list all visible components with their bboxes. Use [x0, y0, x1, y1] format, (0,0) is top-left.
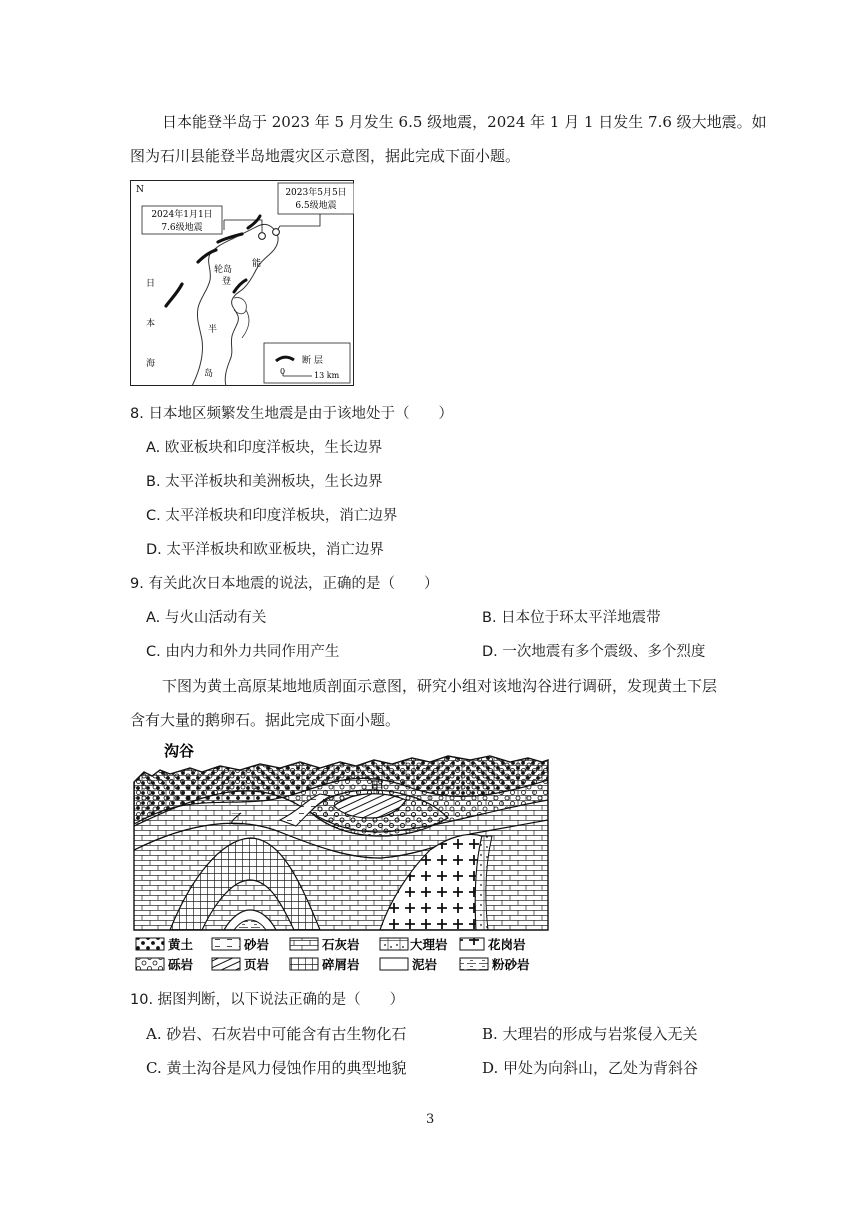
scale-km: 13 km [314, 371, 340, 380]
q8-option-a[interactable]: A. 欧亚板块和印度洋板块，生长边界 [146, 440, 383, 456]
intro1-line1: 日本能登半岛于 2023 年 5 月发生 6.5 级地震，2024 年 1 月 1 日发生 7.6 级大地震。如 [162, 113, 767, 131]
intro1-line2: 图为石川县能登半岛地震灾区示意图，据此完成下面小题。 [130, 147, 521, 165]
scale-zero: 0 [280, 367, 286, 376]
legend-shale: 页岩 [244, 957, 270, 972]
q9-stem: 9. 有关此次日本地震的说法，正确的是（ ） [130, 576, 439, 592]
page-number: 3 [426, 1112, 435, 1127]
sea-ben: 本 [146, 319, 156, 329]
legend-siltstone: 粉砂岩 [492, 957, 530, 972]
legend-granite: 花岗岩 [488, 937, 526, 952]
q8-option-b[interactable]: B. 太平洋板块和美洲板块，生长边界 [146, 474, 383, 490]
legend-loess: 黄土 [168, 937, 194, 952]
sea-hai: 海 [146, 359, 156, 369]
q9-option-d[interactable]: D. 一次地震有多个震级、多个烈度 [482, 644, 706, 660]
q10-option-b[interactable]: B. 大理岩的形成与岩浆侵入无关 [482, 1025, 698, 1043]
q9-option-b[interactable]: B. 日本位于环太平洋地震带 [482, 610, 661, 626]
legend-clastic: 碎屑岩 [322, 957, 360, 972]
epicenter-2024 [259, 233, 266, 240]
legend-marble: 大理岩 [410, 937, 448, 952]
epicenter-2023 [273, 229, 280, 236]
legend-sandstone: 砂岩 [244, 937, 270, 952]
intro2-line1: 下图为黄土高原某地地质剖面示意图，研究小组对该地沟谷进行调研，发现黄土下层 [162, 677, 718, 695]
strata [130, 740, 554, 940]
place-wajima: 轮岛 [214, 265, 233, 275]
legend-fault-label: 断 层 [302, 356, 323, 366]
legend-mudstone: 泥岩 [412, 957, 438, 972]
label-2023-mag: 6.5级地震 [295, 201, 337, 211]
char-deng: 登 [222, 277, 232, 287]
north-label: N [136, 185, 144, 195]
intro2-line2: 含有大量的鹅卵石。据此完成下面小题。 [130, 711, 401, 729]
q8-option-c[interactable]: C. 太平洋板块和印度洋板块，消亡边界 [146, 508, 398, 524]
char-dao: 岛 [204, 369, 214, 379]
label-jia: 甲 [370, 780, 384, 796]
q8-option-d[interactable]: D. 太平洋板块和欧亚板块，消亡边界 [146, 542, 384, 558]
noto-peninsula-map [130, 180, 354, 386]
label-2024-mag: 7.6级地震 [161, 223, 203, 233]
q10-stem: 10. 据图判断，以下说法正确的是（ ） [130, 992, 405, 1008]
char-ban: 半 [208, 325, 218, 335]
q8-stem: 8. 日本地区频繁发生地震是由于该地处于（ ） [130, 406, 453, 422]
legend [136, 937, 530, 972]
q10-option-a[interactable]: A. 砂岩、石灰岩中可能含有古生物化石 [146, 1025, 407, 1043]
label-yi: 乙 [230, 812, 244, 828]
q10-option-d[interactable]: D. 甲处为向斜山，乙处为背斜谷 [482, 1059, 699, 1077]
geological-cross-section [130, 740, 554, 976]
q9-option-c[interactable]: C. 由内力和外力共同作用产生 [146, 644, 340, 660]
gully-label: 沟谷 [164, 742, 195, 760]
char-neng: 能 [252, 259, 262, 269]
sea-ri: 日 [146, 279, 156, 289]
label-2023-date: 2023年5月5日 [285, 188, 347, 198]
label-2024-date: 2024年1月1日 [151, 210, 213, 220]
legend-conglomerate: 砾岩 [168, 957, 194, 972]
legend-limestone: 石灰岩 [322, 937, 360, 952]
q9-option-a[interactable]: A. 与火山活动有关 [146, 610, 267, 626]
q10-option-c[interactable]: C. 黄土沟谷是风力侵蚀作用的典型地貌 [146, 1059, 407, 1077]
